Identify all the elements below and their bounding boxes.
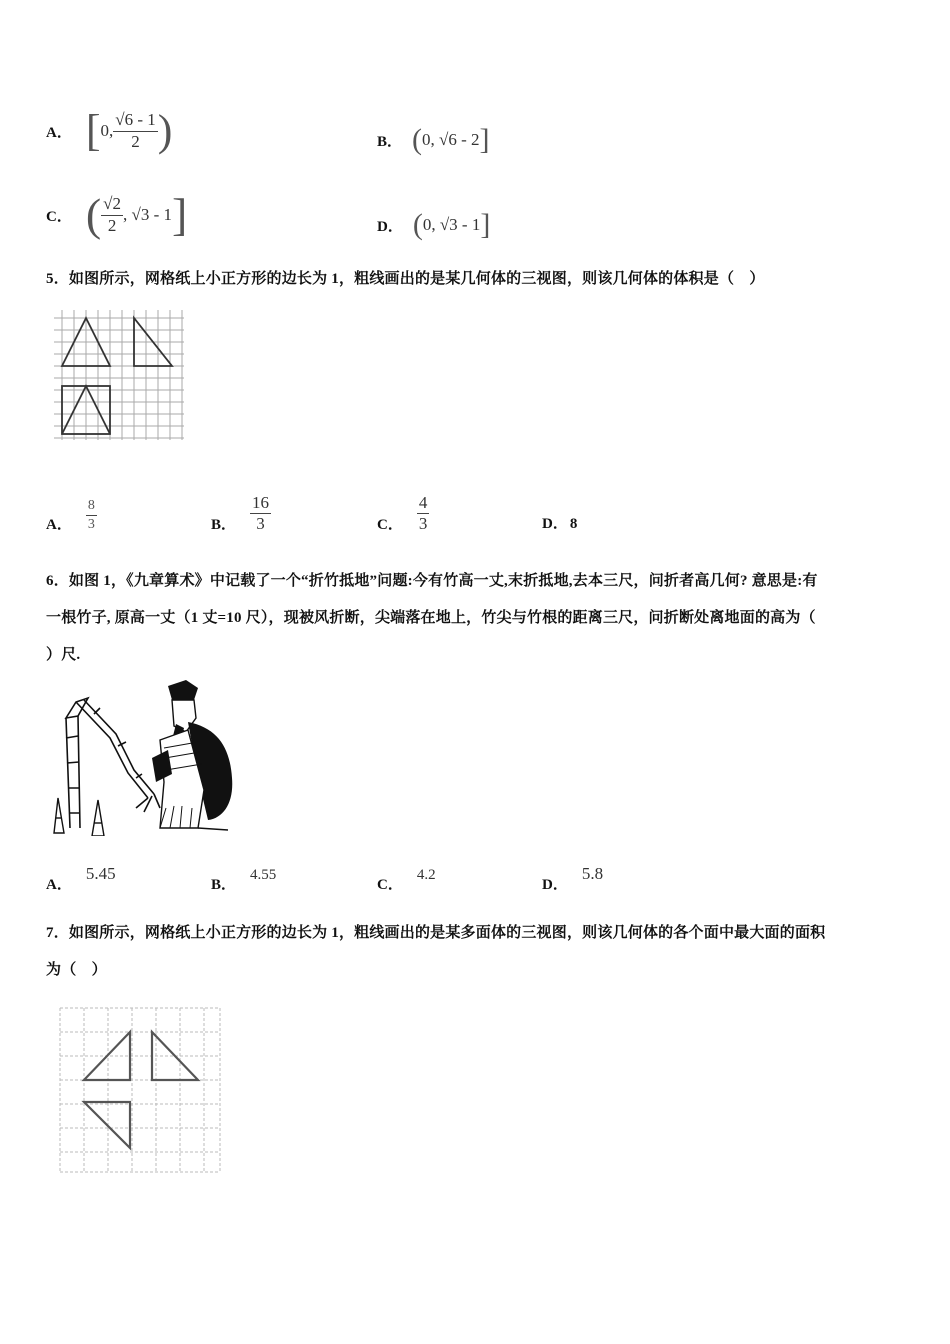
scholar-figure bbox=[152, 680, 232, 830]
option-math bbox=[412, 123, 490, 157]
q6-option-d[interactable] bbox=[542, 864, 603, 894]
bold-views bbox=[62, 318, 172, 434]
option-math bbox=[85, 106, 173, 155]
fraction bbox=[86, 498, 97, 532]
left-paren: ( bbox=[412, 208, 423, 241]
option-label: D． bbox=[377, 218, 403, 235]
option-value: 4.55 bbox=[250, 867, 277, 883]
q6-option-c[interactable] bbox=[377, 864, 436, 894]
denominator: 2 bbox=[107, 215, 117, 235]
option-label: A． bbox=[46, 517, 72, 533]
numerator: 4 bbox=[417, 494, 430, 515]
option-label: A． bbox=[46, 124, 72, 141]
q5-option-b[interactable] bbox=[211, 489, 271, 534]
option-label: C． bbox=[377, 877, 403, 893]
q7-question-text bbox=[46, 915, 926, 989]
bamboo-scholar-illustration bbox=[48, 678, 238, 836]
denominator: 3 bbox=[87, 516, 95, 532]
fraction bbox=[101, 195, 123, 235]
right-bracket: ] bbox=[479, 123, 490, 156]
option-label: B． bbox=[377, 133, 403, 150]
q5-question-text: 5．如图所示，网格纸上小正方形的边长为 1，粗线画出的是某几何体的三视图，则该几何体的体积是（ ） bbox=[46, 271, 765, 287]
option-math bbox=[413, 208, 491, 242]
q5-three-view-figure bbox=[54, 310, 186, 442]
q4-option-a[interactable] bbox=[46, 103, 172, 159]
option-label: C． bbox=[46, 208, 72, 225]
q6-option-b[interactable] bbox=[211, 864, 276, 894]
right-paren: ) bbox=[157, 106, 173, 155]
q7-line-2: 为（ ） bbox=[46, 962, 107, 978]
numerator: √2 bbox=[101, 195, 123, 216]
q4-option-c[interactable] bbox=[46, 185, 187, 245]
math-lead: 0, bbox=[100, 121, 114, 140]
right-bracket: ] bbox=[480, 208, 491, 241]
math-expr: 0, √6 - 2 bbox=[422, 130, 480, 149]
math-expr: 0, √3 - 1 bbox=[422, 215, 481, 234]
option-value: 8 bbox=[569, 516, 578, 532]
q6-line-1: 6．如图 1，《九章算术》中记载了一个“折竹抵地”问题:今有竹高一丈,末折抵地,去本三尺，问折者高几何? 意思是:有 bbox=[46, 573, 818, 589]
option-value: 5.45 bbox=[85, 864, 116, 883]
q7-line-1: 7．如图所示，网格纸上小正方形的边长为 1，粗线画出的是某多面体的三视图，则该几何体的各个面中最大面的面积 bbox=[46, 925, 826, 941]
numerator: 8 bbox=[86, 498, 97, 515]
option-value: 5.8 bbox=[581, 864, 604, 883]
option-value: 4.2 bbox=[416, 867, 436, 883]
option-label: A． bbox=[46, 877, 72, 893]
left-paren: ( bbox=[85, 189, 102, 240]
q4-option-b[interactable] bbox=[377, 120, 490, 160]
option-label: D． bbox=[542, 516, 568, 532]
top-view bbox=[84, 1102, 130, 1148]
option-math bbox=[85, 189, 188, 240]
denominator: 3 bbox=[418, 514, 428, 534]
math-tail: , √3 - 1 bbox=[123, 205, 173, 224]
q5-option-d[interactable] bbox=[542, 512, 577, 533]
left-bracket: [ bbox=[85, 106, 101, 155]
option-label: B． bbox=[211, 877, 237, 893]
fraction bbox=[250, 494, 271, 534]
right-bracket: ] bbox=[172, 189, 188, 240]
left-paren: ( bbox=[412, 123, 423, 156]
numerator: √6 - 1 bbox=[113, 111, 158, 132]
q6-line-3: ）尺. bbox=[46, 647, 81, 663]
q5-option-c[interactable] bbox=[377, 489, 429, 534]
numerator: 16 bbox=[250, 494, 271, 515]
option-label: B． bbox=[211, 517, 237, 533]
denominator: 3 bbox=[256, 514, 265, 534]
q6-option-a[interactable] bbox=[46, 864, 116, 894]
dotted-grid bbox=[60, 1008, 220, 1172]
fraction bbox=[417, 494, 430, 534]
fraction bbox=[113, 111, 158, 151]
q6-line-2: 一根竹子, 原高一丈（1 丈=10 尺），现被风折断，尖端落在地上，竹尖与竹根的距离三尺，问折断处离地面的高为（ bbox=[46, 610, 816, 626]
q4-option-d[interactable] bbox=[377, 205, 490, 245]
q7-three-view-figure bbox=[56, 1004, 226, 1176]
q6-question-text bbox=[46, 563, 926, 674]
bold-views bbox=[84, 1032, 198, 1148]
option-label: D． bbox=[542, 877, 568, 893]
denominator: 2 bbox=[131, 131, 140, 151]
option-label: C． bbox=[377, 517, 403, 533]
grid-lines bbox=[54, 310, 184, 440]
bamboo-stalk bbox=[66, 698, 160, 828]
q5-option-a[interactable] bbox=[46, 492, 97, 534]
